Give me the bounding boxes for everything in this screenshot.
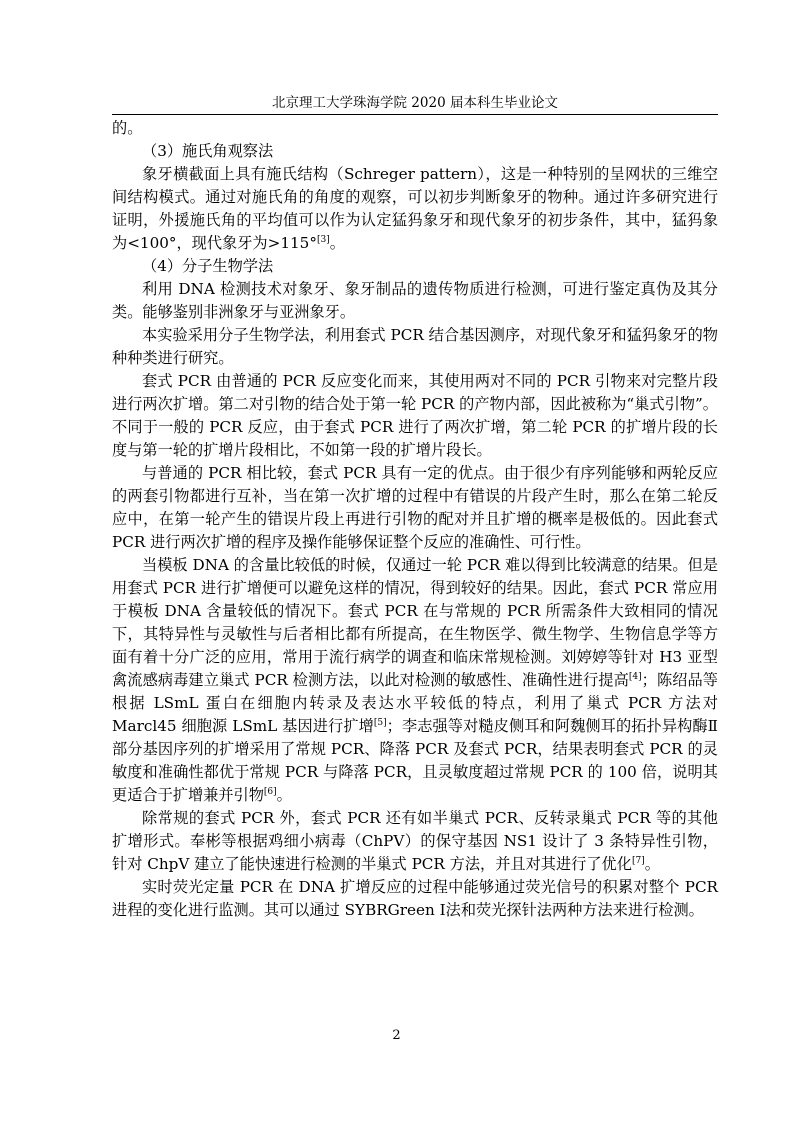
section-heading-molecular-biology: （4）分子生物学法 <box>142 257 274 275</box>
paragraph-semi-nested-pcr <box>112 807 718 876</box>
paragraph-tail: 。 <box>276 786 292 804</box>
paragraph-experiment-method: 本实验采用分子生物学法，利用套式 PCR 结合基因测序，对现代象牙和猛犸象牙的物种种类进行研究。 <box>112 326 718 367</box>
paragraph-tail: 。 <box>329 234 345 252</box>
citation-ref: [3] <box>316 234 330 245</box>
citation-ref: [4] <box>628 671 642 682</box>
running-header-title: 北京理工大学珠海学院 2020 届本科生毕业论文 <box>272 95 558 111</box>
citation-ref: [5] <box>373 717 387 728</box>
paragraph-text: 象牙横截面上具有施氏结构（Schreger pattern），这是一种特别的呈网状的三维空间结构模式。通过对施氏角的角度的观察，可以初步判断象牙的物种。通过许多研究进行证明，外援施氏角的平均值可以作为认定猛犸象牙和现代象牙的初步条件，其中，猛犸象为<100°，现代象牙为>115° <box>112 165 718 252</box>
page-number: 2 <box>392 1028 401 1043</box>
paragraph-nested-pcr-applications <box>112 554 718 807</box>
paragraph-dna-detection: 利用 DNA 检测技术对象牙、象牙制品的遗传物质进行检测，可进行鉴定真伪及其分类。能够鉴别非洲象牙与亚洲象牙。 <box>112 280 718 321</box>
paragraph-realtime-pcr: 实时荧光定量 PCR 在 DNA 扩增反应的过程中能够通过荧光信号的积累对整个 PCR 进程的变化进行监测。其可以通过 SYBRGreen Ⅰ法和荧光探针法两种方法来进行检测。 <box>112 878 718 919</box>
section-heading-schreger-angle: （3）施氏角观察法 <box>142 142 274 160</box>
paragraph-text: 当模板 DNA 的含量比较低的时候，仅通过一轮 PCR 难以得到比较满意的结果。但是用套式 PCR 进行扩增便可以避免这样的情况，得到较好的结果。因此，套式 PCR 常应用于模板 DNA 含量较低的情况下。套式 PCR 在与常规的 PCR 所需条件大致相同的情况下，其特异性与灵敏性与后者相比都有所提高，在生物医学、微生物学、生物信息学等方面有着十分广泛的应用，常用于流行病学的调查和临床常规检测。刘婷婷等针对 H3 亚型禽流感病毒建立巢式 PCR 检测方法，以此对检测的敏感性、准确性进行提高 <box>112 556 718 689</box>
document-body <box>112 117 718 922</box>
paragraph-nested-pcr-intro: 套式 PCR 由普通的 PCR 反应变化而来，其使用两对不同的 PCR 引物来对完整片段进行两次扩增。第二对引物的结合处于第一轮 PCR 的产物内部，因此被称为“巢式引物”。不同于一般的 PCR 反应，由于套式 PCR 进行了两次扩增，第二轮 PCR 的扩增片段的长度与第一轮的扩增片段相比，不如第一段的扩增片段长。 <box>112 372 718 459</box>
paragraph-tail: 。 <box>644 855 660 873</box>
paragraph-continuation: 的。 <box>112 119 143 137</box>
paragraph-text: ；李志强等对糙皮侧耳和阿魏侧耳的拓扑异构酶Ⅱ部分基因序列的扩增采用了常规 PCR、降落 PCR 及套式 PCR，结果表明套式 PCR 的灵敏度和准确性都优于常规 PCR 与降落 PCR，且灵敏度超过常规 PCR 的 100 倍，说明其更适合于扩增兼并引物 <box>112 717 719 804</box>
citation-ref: [6] <box>263 786 277 797</box>
citation-ref: [7] <box>631 855 645 866</box>
paragraph-text: 除常规的套式 PCR 外，套式 PCR 还有如半巢式 PCR、反转录巢式 PCR 等的其他扩增形式。奉彬等根据鸡细小病毒（ChPV）的保守基因 NS1 设计了 3 条特异性引物，针对 ChpV 建立了能快速进行检测的半巢式 PCR 方法，并且对其进行了优化 <box>112 809 718 873</box>
header-rule <box>112 114 718 115</box>
paragraph-schreger <box>112 163 718 255</box>
paragraph-nested-pcr-advantages: 与普通的 PCR 相比较，套式 PCR 具有一定的优点。由于很少有序列能够和两轮反应的两套引物都进行互补，当在第一次扩增的过程中有错误的片段产生时，那么在第二轮反应中，在第一轮产生的错误片段上再进行引物的配对并且扩增的概率是极低的。因此套式 PCR 进行两次扩增的程序及操作能够保证整个反应的准确性、可行性。 <box>112 464 718 551</box>
paragraph-text: ；陈绍品等根据 LSmL 蛋白在细胞内转录及表达水平较低的特点，利用了巢式 PCR 方法对 Marcl45 细胞源 LSmL 基因进行扩增 <box>112 671 718 735</box>
